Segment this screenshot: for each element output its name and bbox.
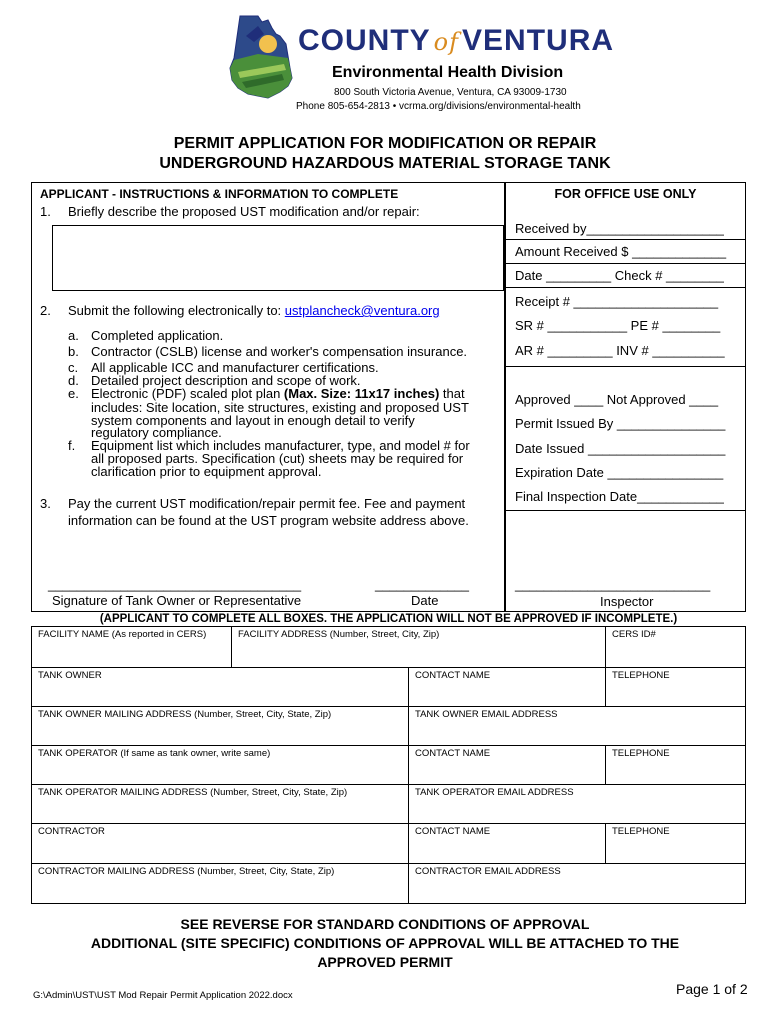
office-divider (505, 366, 746, 367)
date-check-field[interactable]: Date _________ Check # ________ (515, 268, 724, 283)
operator-telephone-cell[interactable] (605, 745, 746, 785)
tank-operator-cell[interactable] (31, 745, 409, 785)
office-divider (505, 239, 746, 240)
sub-c-text: All applicable ICC and manufacturer certifications. (91, 360, 379, 375)
owner-email-label: TANK OWNER EMAIL ADDRESS (415, 709, 558, 720)
sub-a-letter: a. (68, 328, 79, 343)
contractor-email-label: CONTRACTOR EMAIL ADDRESS (415, 866, 561, 877)
date-issued-field[interactable]: Date Issued ___________________ (515, 441, 726, 456)
tank-operator-label: TANK OPERATOR (If same as tank owner, write same) (38, 748, 271, 759)
expiration-date-field[interactable]: Expiration Date ________________ (515, 465, 724, 480)
facility-grid-heading: (APPLICANT TO COMPLETE ALL BOXES. THE APPLICATION WILL NOT BE APPROVED IF INCOMPLETE.) (99, 613, 678, 625)
operator-contact-cell[interactable] (408, 745, 606, 785)
permit-issued-field[interactable]: Permit Issued By _______________ (515, 416, 726, 431)
owner-mailing-label: TANK OWNER MAILING ADDRESS (Number, Street, City, State, Zip) (38, 709, 332, 720)
sub-f-line1: Equipment list which includes manufacturer, type, and model # for (91, 438, 470, 453)
operator-telephone-label: TELEPHONE (612, 748, 670, 759)
conditions-note-line1: SEE REVERSE FOR STANDARD CONDITIONS OF APPROVAL (180, 916, 590, 932)
office-use-heading: FOR OFFICE USE ONLY (554, 187, 697, 201)
county-title (298, 24, 614, 58)
county-title-right: VENTURA (462, 24, 615, 57)
sub-e-letter: e. (68, 386, 79, 401)
sub-f-letter: f. (68, 438, 76, 453)
operator-mailing-cell[interactable] (31, 784, 409, 824)
sub-d-letter: d. (68, 373, 79, 388)
item3-number: 3. (40, 496, 51, 511)
sub-e-line4: regulatory compliance. (91, 425, 222, 440)
inspector-label: Inspector (600, 594, 654, 609)
signature-line[interactable]: ___________________________________ (48, 577, 302, 592)
contractor-label: CONTRACTOR (38, 826, 105, 837)
sub-e-text-c: that (439, 386, 465, 401)
operator-email-cell[interactable] (408, 784, 746, 824)
operator-contact-label: CONTACT NAME (415, 748, 491, 759)
division-address: 800 South Victoria Avenue, Ventura, CA 93009-1730 (334, 87, 567, 98)
contractor-contact-cell[interactable] (408, 823, 606, 864)
signature-label: Signature of Tank Owner or Representative (52, 593, 302, 608)
cers-id-cell[interactable] (605, 626, 746, 668)
item2-number: 2. (40, 303, 51, 318)
receipt-field[interactable]: Receipt # ____________________ (515, 294, 719, 309)
item2-line (68, 303, 440, 318)
file-path: G:\Admin\UST\UST Mod Repair Permit Application 2022.docx (33, 990, 293, 1001)
item3-line1: Pay the current UST modification/repair permit fee. Fee and payment (68, 496, 466, 511)
owner-telephone-cell[interactable] (605, 667, 746, 707)
county-logo-icon (228, 14, 294, 100)
contractor-mailing-label: CONTRACTOR MAILING ADDRESS (Number, Street, City, State, Zip) (38, 866, 335, 877)
item1-text: Briefly describe the proposed UST modification and/or repair: (68, 204, 420, 219)
sub-e-text-a: Electronic (PDF) scaled plot plan (91, 386, 284, 401)
owner-email-cell[interactable] (408, 706, 746, 746)
modification-description-field[interactable] (52, 225, 504, 291)
sub-b-letter: b. (68, 344, 79, 359)
ar-inv-field[interactable]: AR # _________ INV # __________ (515, 343, 725, 358)
applicant-heading: APPLICANT - INSTRUCTIONS & INFORMATION TO COMPLETE (40, 187, 399, 201)
cers-id-label: CERS ID# (612, 629, 656, 640)
office-divider (505, 263, 746, 264)
facility-address-cell[interactable] (231, 626, 606, 668)
facility-name-cell[interactable] (31, 626, 232, 668)
sub-f-line2: all proposed parts. Specification (cut) sheets may be required for (91, 451, 464, 466)
page-number: Page 1 of 2 (676, 981, 748, 997)
contractor-contact-label: CONTACT NAME (415, 826, 491, 837)
owner-contact-label: CONTACT NAME (415, 670, 491, 681)
facility-address-label: FACILITY ADDRESS (Number, Street, City, Zip) (238, 629, 440, 640)
owner-telephone-label: TELEPHONE (612, 670, 670, 681)
contractor-mailing-cell[interactable] (31, 863, 409, 904)
owner-contact-cell[interactable] (408, 667, 606, 707)
amount-received-field[interactable]: Amount Received $ _____________ (515, 244, 727, 259)
contractor-cell[interactable] (31, 823, 409, 864)
date-label: Date (411, 593, 439, 608)
sr-pe-field[interactable]: SR # ___________ PE # ________ (515, 318, 721, 333)
office-divider (505, 510, 746, 511)
conditions-note-line3: APPROVED PERMIT (317, 954, 453, 970)
county-title-of: of (433, 28, 460, 56)
item2-text: Submit the following electronically to: (68, 303, 285, 318)
division-phone: Phone 805-654-2813 • vcrma.org/divisions/environmental-health (296, 101, 581, 112)
operator-email-label: TANK OPERATOR EMAIL ADDRESS (415, 787, 574, 798)
final-inspection-field[interactable]: Final Inspection Date____________ (515, 489, 724, 504)
sub-e-line3: system components and layout in enough detail to verify (91, 413, 415, 428)
inspector-line[interactable]: ___________________________ (515, 577, 711, 592)
sub-b-text: Contractor (CSLB) license and worker's compensation insurance. (91, 344, 468, 359)
sub-d-text: Detailed project description and scope of work. (91, 373, 361, 388)
email-link[interactable]: ustplancheck@ventura.org (284, 303, 440, 318)
sub-e-max-size: (Max. Size: 11x17 inches) (283, 386, 440, 401)
tank-owner-label: TANK OWNER (38, 670, 102, 681)
sub-e-line2: includes: Site location, site structures, existing and proposed UST (91, 400, 469, 415)
received-by-field[interactable]: Received by___________________ (515, 221, 724, 236)
sub-c-letter: c. (68, 360, 79, 375)
tank-owner-cell[interactable] (31, 667, 409, 707)
conditions-note-line2: ADDITIONAL (SITE SPECIFIC) CONDITIONS OF APPROVAL WILL BE ATTACHED TO THE (90, 935, 680, 951)
date-line[interactable]: _____________ (375, 577, 469, 592)
division-name: Environmental Health Division (332, 64, 564, 81)
form-title-line2: UNDERGROUND HAZARDOUS MATERIAL STORAGE TANK (159, 155, 611, 172)
sub-f-line3: clarification prior to equipment approval. (91, 464, 322, 479)
owner-mailing-cell[interactable] (31, 706, 409, 746)
contractor-email-cell[interactable] (408, 863, 746, 904)
form-title-line1: PERMIT APPLICATION FOR MODIFICATION OR REPAIR (173, 135, 597, 152)
item3-line2: information can be found at the UST program website address above. (68, 513, 469, 528)
facility-name-label: FACILITY NAME (As reported in CERS) (38, 629, 207, 640)
contractor-telephone-cell[interactable] (605, 823, 746, 864)
contractor-telephone-label: TELEPHONE (612, 826, 670, 837)
approved-field[interactable]: Approved ____ Not Approved ____ (515, 392, 719, 407)
operator-mailing-label: TANK OPERATOR MAILING ADDRESS (Number, Street, City, State, Zip) (38, 787, 348, 798)
item1-number: 1. (40, 204, 51, 219)
sub-a-text: Completed application. (91, 328, 224, 343)
office-divider (505, 287, 746, 288)
county-title-left: COUNTY (298, 24, 431, 57)
sub-e-line1 (91, 386, 465, 401)
